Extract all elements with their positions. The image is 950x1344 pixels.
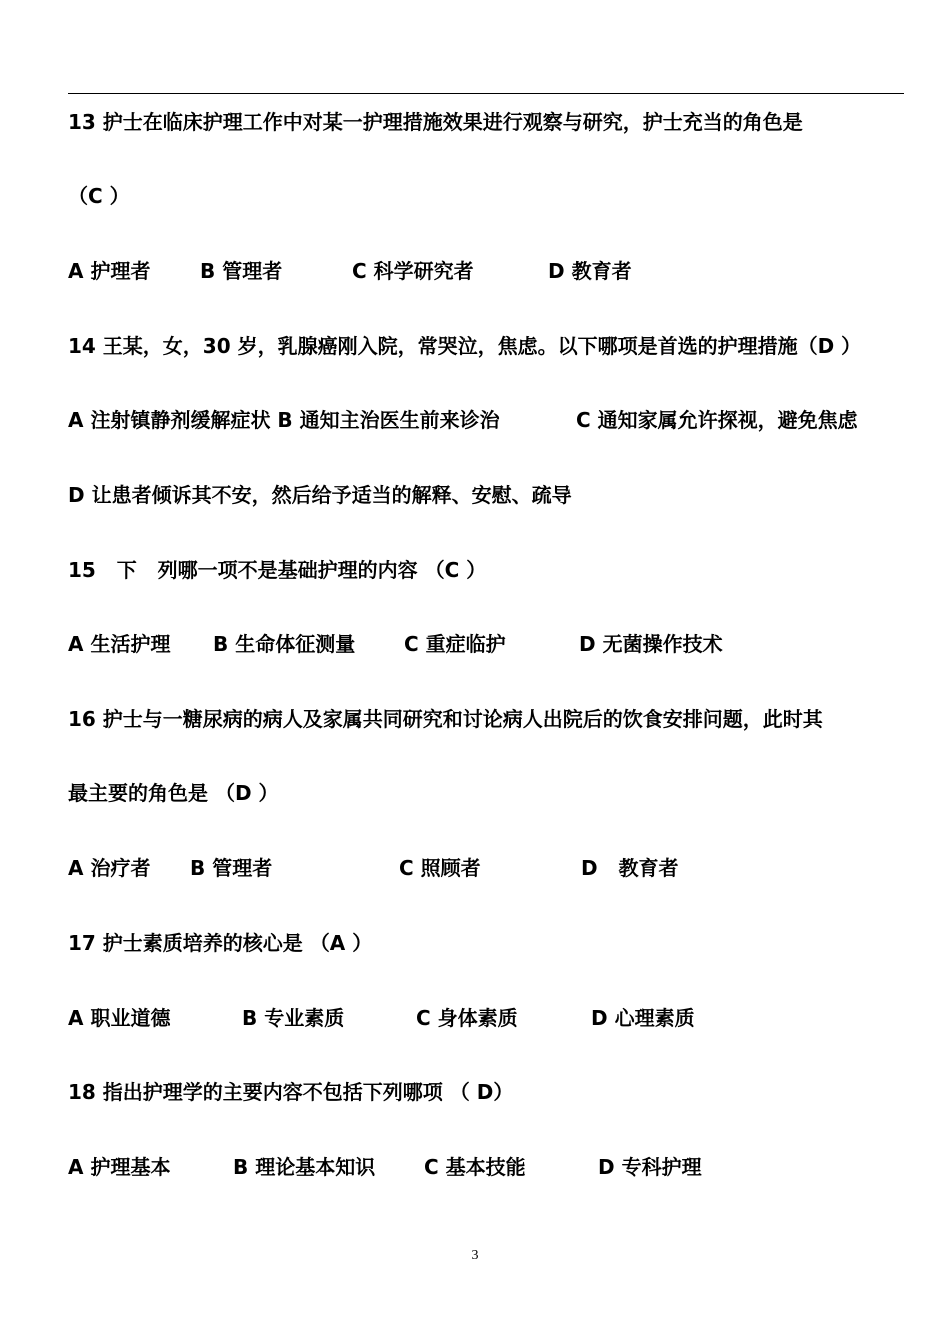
q15-option-c: C 重症临护 [404, 632, 506, 656]
q17-option-a: A 职业道德 [68, 1006, 171, 1030]
q16-option-c: C 照顾者 [399, 856, 481, 880]
q13-option-a: A 护理者 [68, 259, 151, 283]
q18-stem: 18 指出护理学的主要内容不包括下列哪项 （ D） [68, 1080, 514, 1104]
q13-option-b: B 管理者 [200, 259, 283, 283]
q18-option-b: B 理论基本知识 [233, 1155, 376, 1179]
q16-option-a: A 治疗者 [68, 856, 151, 880]
q16-stem-line2: 最主要的角色是 （D ） [68, 781, 279, 805]
q17-option-d: D 心理素质 [591, 1006, 695, 1030]
q13-option-d: D 教育者 [548, 259, 632, 283]
q15-option-a: A 生活护理 [68, 632, 171, 656]
page-number: 3 [471, 1248, 479, 1263]
q13-option-c: C 科学研究者 [352, 259, 474, 283]
q16-option-b: B 管理者 [190, 856, 273, 880]
q16-stem-line1: 16 护士与一糖尿病的病人及家属共同研究和讨论病人出院后的饮食安排问题，此时其 [68, 707, 823, 731]
q14-option-ab: A 注射镇静剂缓解症状 B 通知主治医生前来诊治 [68, 408, 500, 432]
q17-stem: 17 护士素质培养的核心是 （A ） [68, 931, 373, 955]
q13-answer: （C ） [68, 184, 130, 208]
header-rule [68, 93, 904, 94]
q15-option-d: D 无菌操作技术 [579, 632, 723, 656]
q14-stem: 14 王某，女，30 岁，乳腺癌刚入院，常哭泣，焦虑。以下哪项是首选的护理措施（D ） [68, 334, 862, 358]
q14-option-d: D 让患者倾诉其不安，然后给予适当的解释、安慰、疏导 [68, 483, 572, 507]
q15-option-b: B 生命体征测量 [213, 632, 356, 656]
q13-stem-line1: 13 护士在临床护理工作中对某一护理措施效果进行观察与研究，护士充当的角色是 [68, 110, 803, 134]
q17-option-c: C 身体素质 [416, 1006, 518, 1030]
q15-stem: 15 下 列哪一项不是基础护理的内容 （C ） [68, 558, 487, 582]
q14-option-c: C 通知家属允许探视，避免焦虑 [576, 408, 858, 432]
q16-option-d: D 教育者 [581, 856, 679, 880]
q18-option-c: C 基本技能 [424, 1155, 526, 1179]
q17-option-b: B 专业素质 [242, 1006, 345, 1030]
q18-option-a: A 护理基本 [68, 1155, 171, 1179]
q18-option-d: D 专科护理 [598, 1155, 702, 1179]
